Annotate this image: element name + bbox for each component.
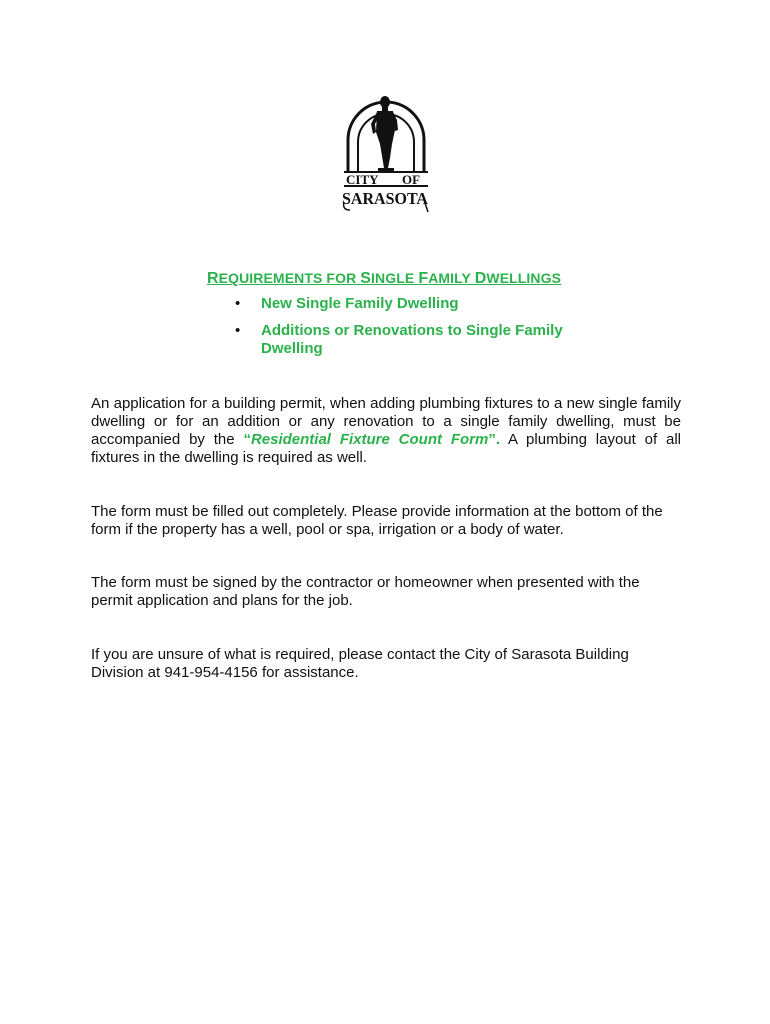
form-name: Residential Fixture Count Form bbox=[250, 431, 489, 448]
list-item-text: Additions or Renovations to Single Family Dwelling bbox=[261, 322, 563, 357]
quote-close: ”. bbox=[488, 431, 501, 448]
title-cap: D bbox=[474, 270, 487, 287]
para1-text-after: A plumbing layout of all fixtures in the dwelling is required as well. bbox=[91, 431, 681, 466]
list-item bbox=[232, 295, 592, 313]
page-title bbox=[207, 270, 561, 288]
paragraph-application bbox=[91, 395, 681, 467]
bullet-icon: • bbox=[235, 322, 241, 339]
paragraph-signature: The form must be signed by the contractor or homeowner when presented with the permit application and plans for the job. bbox=[91, 574, 640, 609]
paragraph-contact: If you are unsure of what is required, please contact the City of Sarasota Building Division at 941-954-4156 for assistance. bbox=[91, 646, 629, 681]
title-word: EQUIREMENTS FOR bbox=[218, 270, 361, 286]
title-word: WELLINGS bbox=[486, 270, 562, 286]
logo-of-text: OF bbox=[402, 172, 421, 187]
list-item-text: New Single Family Dwelling bbox=[261, 295, 459, 312]
title-cap: S bbox=[360, 270, 372, 287]
logo-sarasota-text: SARASOTA bbox=[342, 189, 429, 208]
city-of-sarasota-logo bbox=[340, 94, 432, 214]
paragraph-form-completion: The form must be filled out completely. Please provide information at the bottom of the form if the property has a well, pool or spa, irrigation or a body of water. bbox=[91, 503, 663, 538]
list-item bbox=[232, 322, 592, 358]
dwelling-types-list bbox=[232, 295, 592, 367]
title-cap: R bbox=[207, 270, 219, 287]
quote-open: “ bbox=[243, 431, 251, 448]
city-seal-icon bbox=[340, 94, 432, 214]
bullet-icon: • bbox=[235, 295, 241, 312]
para1-text-before: An application for a building permit, when adding plumbing fixtures to a new single family dwelling or for an addition or any renovation to a single family dwelling, must be accompanied by the bbox=[91, 395, 681, 448]
title-word: AMILY bbox=[428, 270, 475, 286]
title-word: INGLE bbox=[371, 270, 419, 286]
logo-city-text: CITY bbox=[346, 172, 379, 187]
title-cap: F bbox=[418, 270, 429, 287]
